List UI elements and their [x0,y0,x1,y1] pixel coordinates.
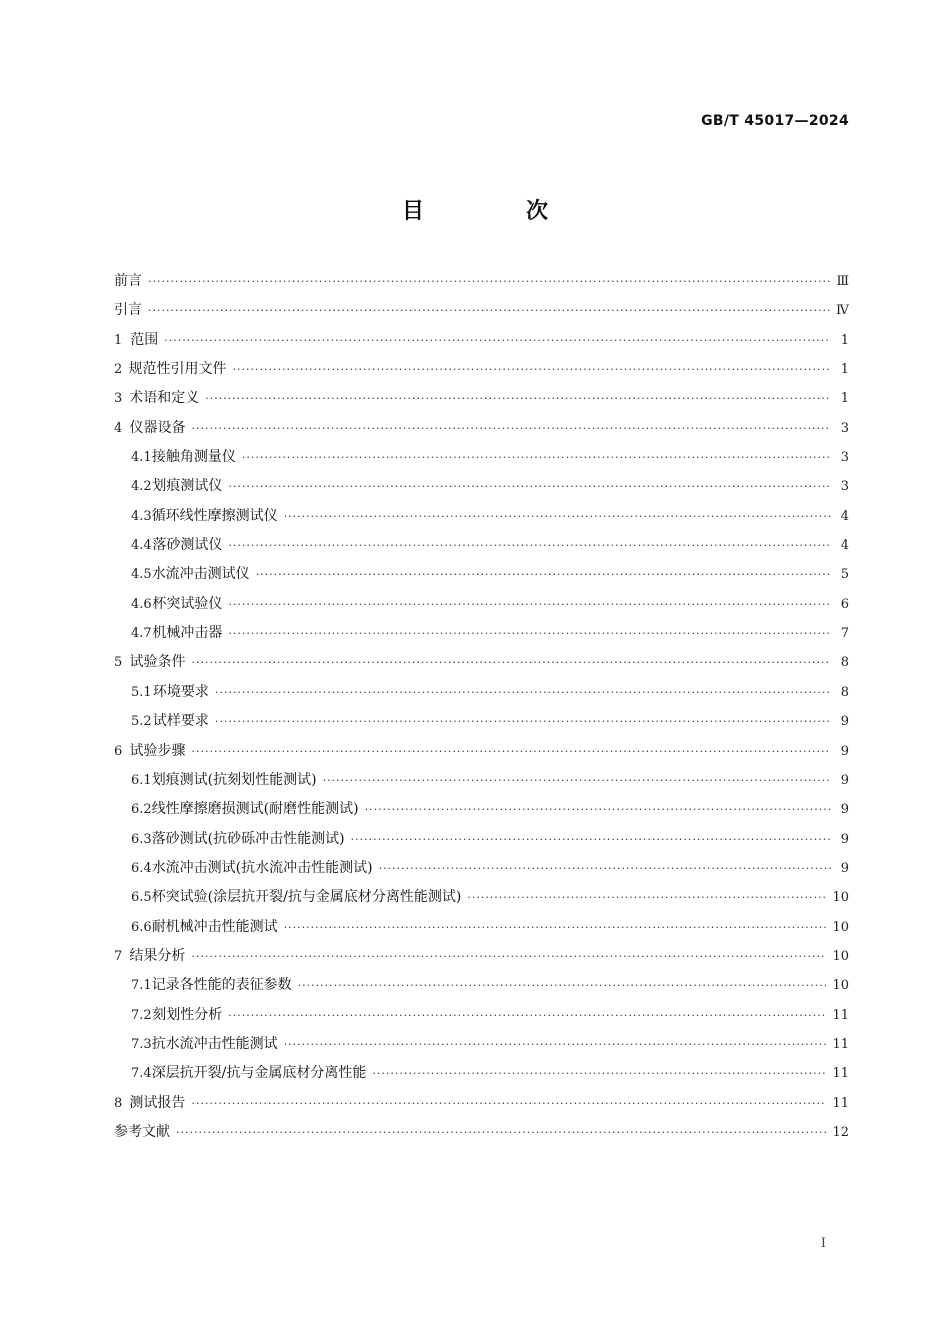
toc-entry-page: 11 [832,1007,849,1023]
toc-entry-page: Ⅳ [836,303,849,319]
toc-entry[interactable] [114,1092,849,1121]
dot-leader [176,1126,826,1139]
toc-entry-number: 7.2 [131,1007,152,1023]
toc-entry[interactable] [114,446,849,475]
toc-entry-number: 4.1 [131,450,152,466]
toc-entry[interactable] [114,945,849,974]
toc-entry-number: 4 [114,420,123,436]
toc-entry[interactable] [114,299,849,328]
dot-leader [228,598,831,611]
toc-entry-label: 接触角测量仪 [151,449,236,466]
toc-entry-label: 水流冲击测试仪 [151,566,250,583]
toc-entry[interactable] [114,798,849,827]
table-of-contents [114,270,849,1150]
toc-entry-number: 4.2 [131,479,152,495]
toc-entry-label: 前言 [114,273,142,289]
toc-entry-number: 5.1 [131,684,152,700]
dot-leader [351,833,831,846]
toc-entry[interactable] [114,710,849,739]
toc-entry[interactable] [114,1121,849,1150]
toc-entry-number: 6.3 [131,831,152,847]
toc-entry-page: 12 [832,1124,849,1140]
toc-entry-number: 6 [114,743,123,759]
dot-leader [192,656,831,669]
toc-entry-number: 6.2 [131,802,152,818]
dot-leader [284,510,831,523]
toc-entry-page: 9 [840,860,849,876]
toc-entry-number: 4.3 [131,508,152,524]
toc-entry-label: 结果分析 [129,947,186,964]
page-title: 目 次 [401,199,588,224]
toc-entry-label: 耐机械冲击性能测试 [151,918,278,935]
dot-leader [148,304,830,317]
dot-leader [215,686,831,699]
toc-entry-number: 6.5 [131,890,152,906]
toc-entry-number: 6.1 [131,772,152,788]
toc-entry[interactable] [114,916,849,945]
toc-entry[interactable] [114,417,849,446]
toc-entry-page: 1 [840,332,849,348]
toc-entry-label: 深层抗开裂/抗与金属底材分离性能 [151,1065,367,1082]
toc-entry-number: 7 [114,948,123,964]
toc-entry-number: 7.4 [131,1066,152,1082]
toc-entry-number: 8 [114,1095,123,1111]
dot-leader [298,979,827,992]
toc-entry[interactable] [114,857,849,886]
toc-entry-number: 3 [114,391,123,407]
toc-entry[interactable] [114,622,849,651]
toc-entry[interactable] [114,387,849,416]
toc-entry-page: 8 [840,655,849,671]
toc-entry-label: 试验条件 [129,654,186,671]
toc-entry-page: 1 [840,362,849,378]
dot-leader [215,715,831,728]
toc-entry-page: 10 [832,890,849,906]
toc-entry[interactable] [114,1004,849,1033]
toc-entry-number: 7.3 [131,1036,152,1052]
dot-leader [323,774,831,787]
dot-leader [228,480,831,493]
toc-entry-label: 测试报告 [129,1094,186,1111]
toc-entry-page: 9 [840,802,849,818]
toc-entry-label: 仪器设备 [129,419,186,436]
dot-leader [228,627,831,640]
dot-leader [284,1038,827,1051]
toc-entry[interactable] [114,270,849,299]
toc-entry-label: 划痕测试(抗刻划性能测试) [151,771,317,788]
toc-entry[interactable] [114,593,849,622]
toc-entry-number: 4.7 [131,626,152,642]
page-number: Ⅰ [820,1236,826,1251]
toc-entry-label: 刻划性分析 [152,1006,223,1023]
dot-leader [164,334,831,347]
toc-entry-page: 6 [840,596,849,612]
toc-entry[interactable] [114,974,849,1003]
toc-entry-label: 机械冲击器 [152,625,223,642]
toc-entry-label: 试样要求 [152,713,209,730]
toc-entry-page: 1 [840,391,849,407]
toc-entry-page: 11 [832,1095,849,1111]
toc-entry-page: 7 [840,626,849,642]
toc-entry-number: 6.4 [131,860,152,876]
toc-entry-page: 10 [832,948,849,964]
toc-entry-label: 水流冲击测试(抗水流冲击性能测试) [151,859,373,876]
toc-entry-page: 9 [840,743,849,759]
toc-entry-label: 线性摩擦磨损测试(耐磨性能测试) [151,801,359,818]
toc-entry-page: 11 [832,1066,849,1082]
toc-entry-label: 引言 [114,302,142,319]
toc-entry[interactable] [114,563,849,592]
dot-leader [242,451,831,464]
toc-entry-page: 4 [840,508,849,524]
toc-entry-label: 抗水流冲击性能测试 [151,1035,278,1052]
dot-leader [191,950,826,963]
toc-entry[interactable] [114,534,849,563]
dot-leader [205,392,831,405]
toc-entry-number: 5 [114,655,123,671]
dot-leader [256,568,831,581]
toc-entry-page: 3 [840,479,849,495]
toc-entry[interactable] [114,769,849,798]
toc-entry-page: 10 [832,919,849,935]
toc-entry[interactable] [114,329,849,358]
toc-entry[interactable] [114,505,849,534]
toc-entry-label: 杯突试验仪 [152,595,223,612]
toc-entry-label: 试验步骤 [129,742,186,759]
dot-leader [379,862,831,875]
dot-leader [284,921,827,934]
toc-entry[interactable] [114,358,849,387]
toc-entry-page: 10 [832,978,849,994]
toc-entry-label: 杯突试验(涂层抗开裂/抗与金属底材分离性能测试) [151,889,462,906]
toc-entry[interactable] [114,740,849,769]
toc-entry[interactable] [114,1062,849,1091]
dot-leader [192,745,831,758]
toc-entry-label: 环境要求 [152,683,209,700]
toc-entry-number: 2 [114,362,123,378]
toc-entry-label: 划痕测试仪 [152,478,223,495]
dot-leader [228,1009,826,1022]
toc-entry-page: 3 [840,420,849,436]
toc-entry-label: 循环线性摩擦测试仪 [151,507,278,524]
toc-entry-label: 记录各性能的表征参数 [151,977,292,994]
dot-leader [233,363,831,376]
dot-leader [228,539,831,552]
toc-entry-number: 5.2 [131,714,152,730]
toc-entry[interactable] [114,651,849,680]
toc-entry-page: 5 [840,567,849,583]
toc-entry-label: 落砂测试(抗砂砾冲击性能测试) [151,830,345,847]
toc-entry-page: 9 [840,714,849,730]
toc-entry[interactable] [114,828,849,857]
toc-entry-page: 9 [840,772,849,788]
dot-leader [148,275,830,288]
toc-entry[interactable] [114,475,849,504]
toc-entry[interactable] [114,1033,849,1062]
toc-entry-page: 4 [840,538,849,554]
toc-entry-label: 范围 [130,331,159,348]
toc-entry-page: 3 [840,450,849,466]
toc-entry-label: 术语和定义 [129,390,200,407]
toc-entry-number: 1 [114,332,123,348]
toc-entry-page: 8 [840,684,849,700]
toc-entry[interactable] [114,886,849,915]
toc-entry-number: 6.6 [131,919,152,935]
toc-entry-label: 参考文献 [114,1123,170,1140]
toc-entry-number: 4.4 [131,538,152,554]
dot-leader [365,803,831,816]
toc-entry-number: 7.1 [131,978,152,994]
toc-entry-number: 4.5 [131,567,152,583]
dot-leader [191,1097,826,1110]
dot-leader [467,891,826,904]
toc-entry-page: 9 [840,831,849,847]
toc-entry-label: 落砂测试仪 [152,537,223,554]
dot-leader [192,422,831,435]
toc-entry-number: 4.6 [131,596,152,612]
toc-entry[interactable] [114,681,849,710]
standard-code: GB/T 45017—2024 [701,113,849,129]
toc-entry-label: 规范性引用文件 [128,361,227,378]
dot-leader [372,1067,826,1080]
toc-entry-page: Ⅲ [836,274,849,289]
toc-entry-page: 11 [832,1036,849,1052]
